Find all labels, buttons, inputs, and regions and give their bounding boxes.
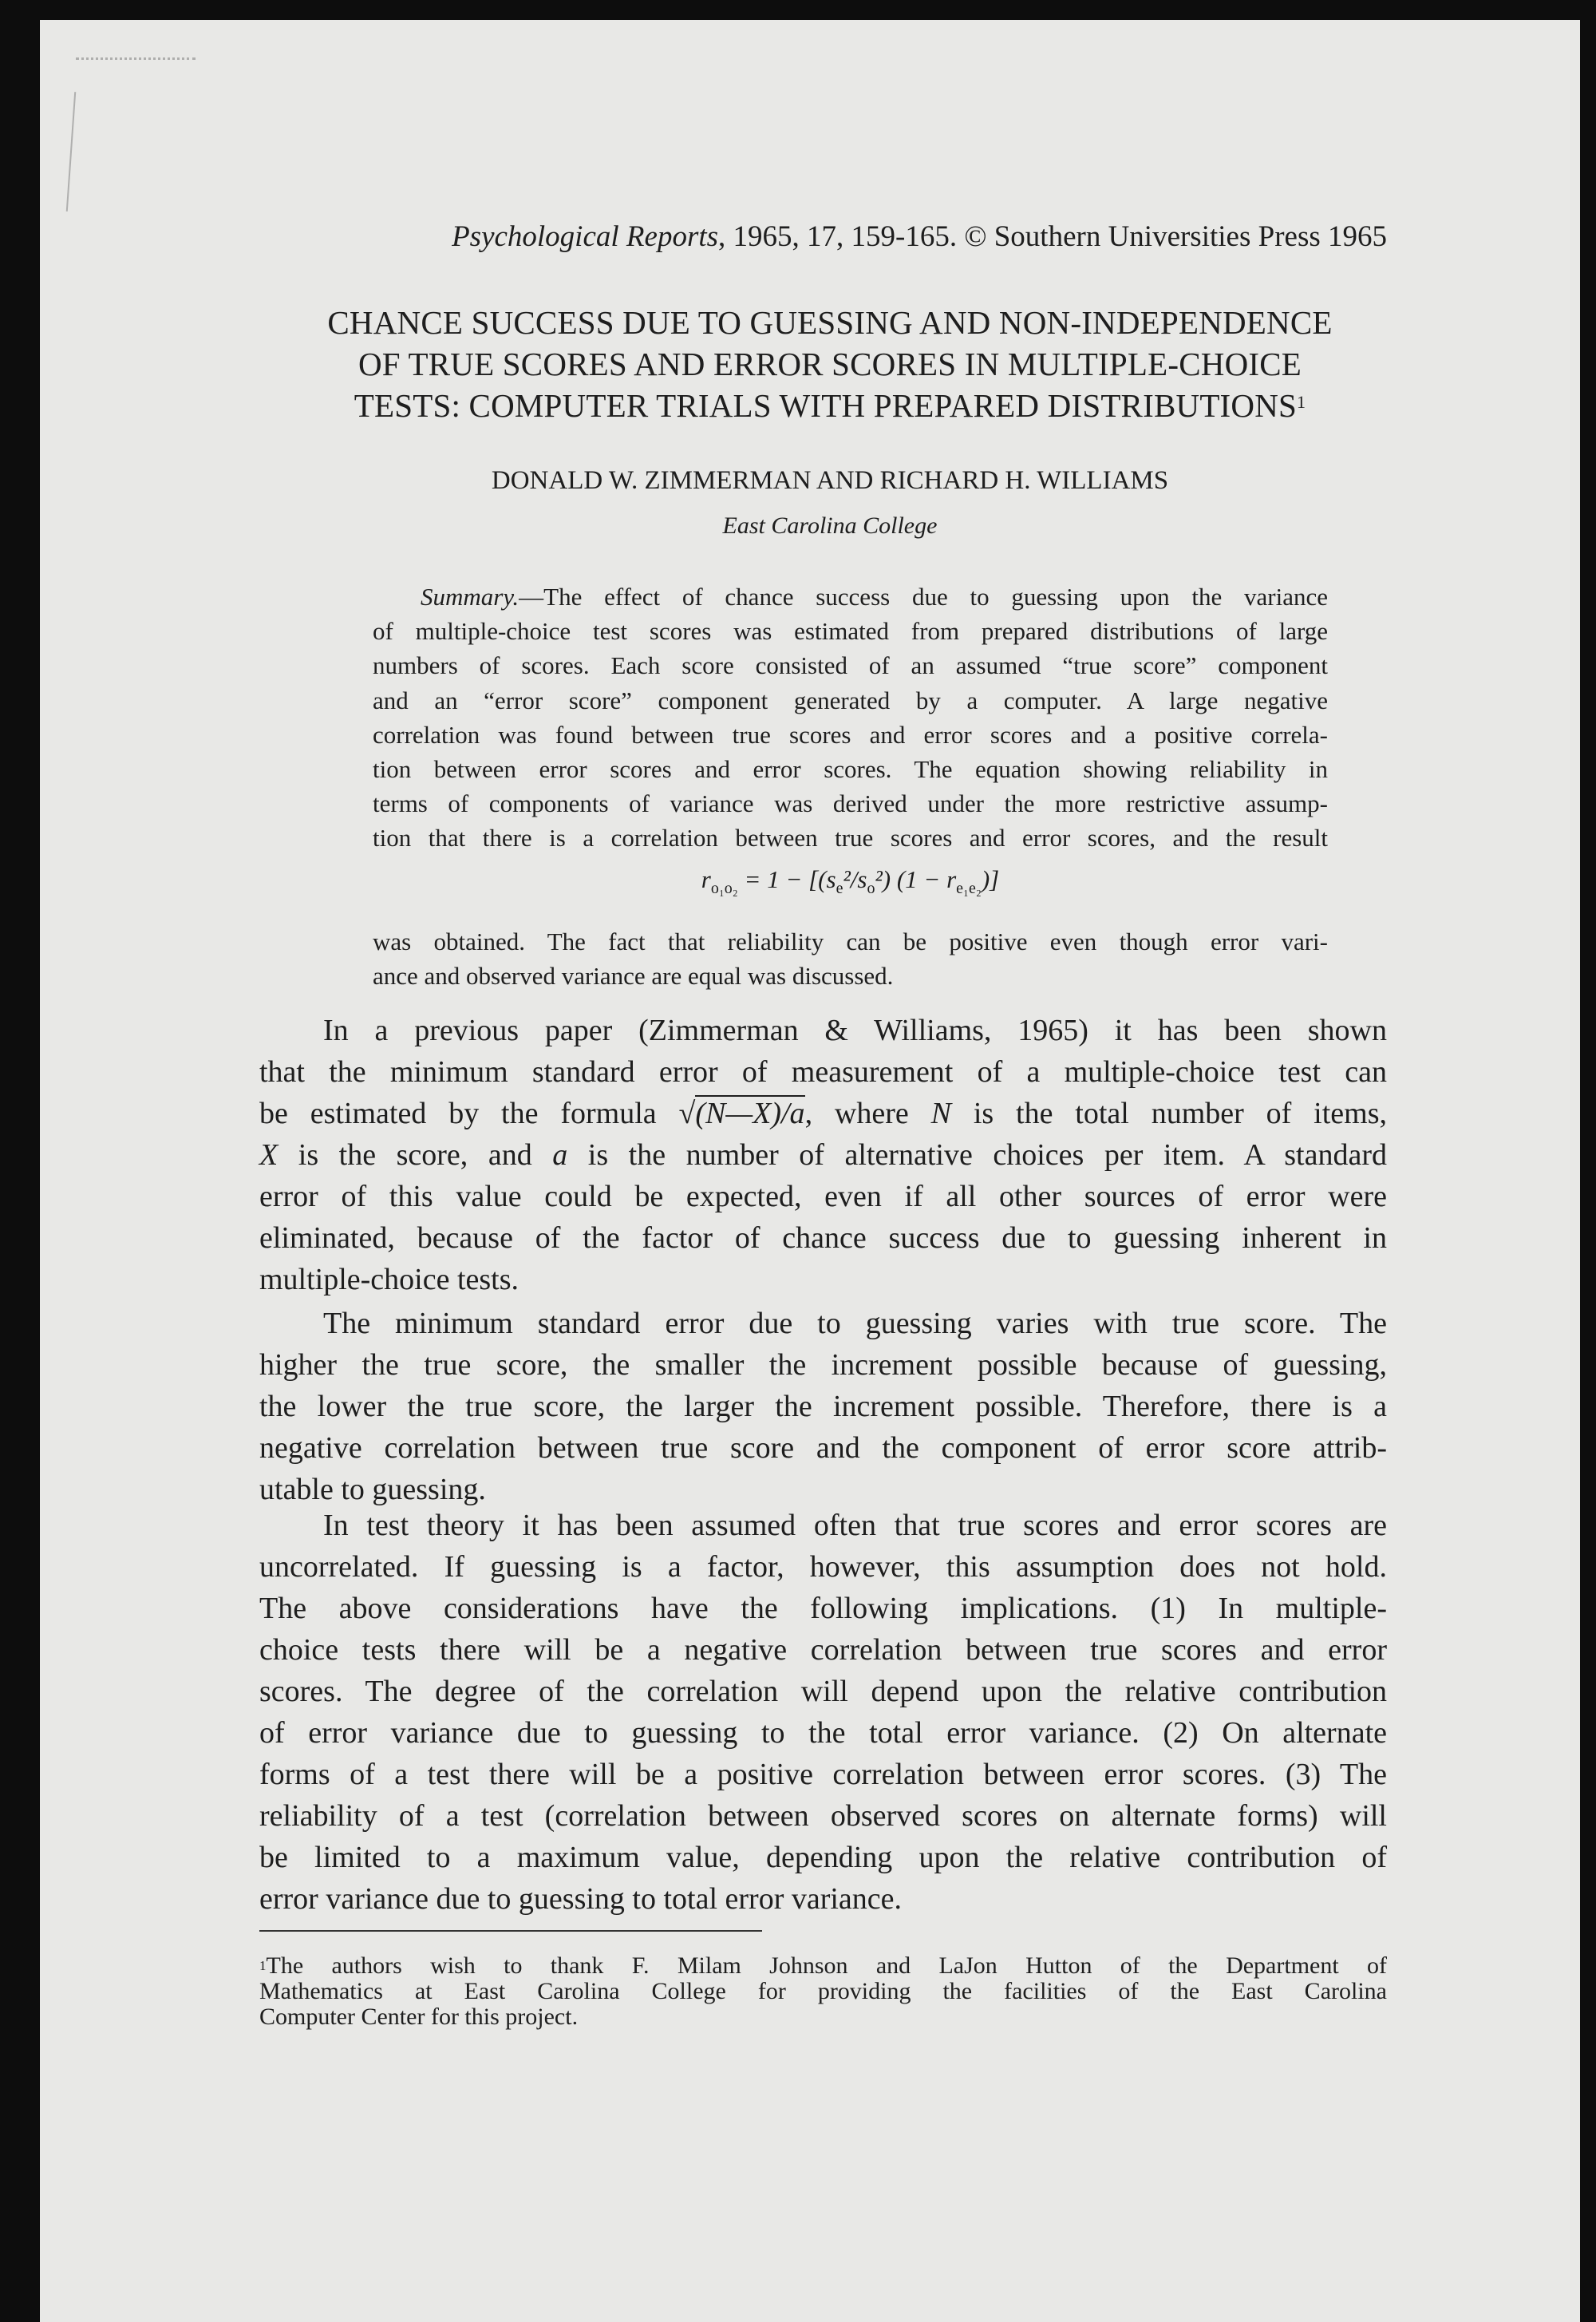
body-line: eliminated, because of the factor of chance success due to guessing inherent in: [259, 1221, 1387, 1255]
footnote: [259, 1953, 1387, 2030]
paragraph-3: [259, 1505, 1387, 1920]
summary-line: tion that there is a correlation between true scores and error scores, and the result: [373, 824, 1328, 852]
eq-part: = 1 − [(s: [737, 864, 836, 893]
body-line: that the minimum standard error of measurement of a multiple-choice test can: [259, 1055, 1387, 1089]
summary-line: tion between error scores and error scores. The equation showing reliability in: [373, 754, 1328, 783]
reliability-equation: [373, 856, 1328, 924]
title-line: CHANCE SUCCESS DUE TO GUESSING AND NON-INDEPENDENCE: [327, 304, 1333, 341]
body-line: multiple-choice tests.: [259, 1263, 519, 1296]
text: , where: [804, 1097, 931, 1130]
body-line: In test theory it has been assumed often that true scores and error scores are: [323, 1509, 1387, 1542]
body-line: negative correlation between true score and the component of error score attrib-: [259, 1431, 1387, 1465]
article-title: [255, 302, 1404, 426]
body-line: [259, 1134, 1387, 1176]
text: is the score, and: [278, 1138, 553, 1172]
body-line: The minimum standard error due to guessing varies with true score. The: [323, 1307, 1387, 1340]
footnote-line: [259, 1953, 1387, 1979]
body-line: of error variance due to guessing to the total error variance. (2) On alternate: [259, 1716, 1387, 1750]
summary-line: of multiple-choice test scores was estimated from prepared distributions of large: [373, 617, 1328, 646]
citation-details: , 1965, 17, 159-165. © Southern Universities Press 1965: [718, 220, 1387, 253]
variable: N: [930, 1097, 951, 1130]
summary-line: numbers of scores. Each score consisted of an assumed “true score” component: [373, 651, 1328, 680]
summary-line: correlation was found between true scores and error scores and a positive correla-: [373, 720, 1328, 749]
title-line: OF TRUE SCORES AND ERROR SCORES IN MULTIPLE-CHOICE: [358, 346, 1302, 382]
footnote-line: Mathematics at East Carolina College for providing the facilities of the East Carolina: [259, 1978, 1387, 2004]
body-line: forms of a test there will be a positive correlation between error scores. (3) The: [259, 1758, 1387, 1791]
eq-part: ²/s: [843, 864, 867, 893]
eq-part: )]: [981, 864, 1000, 893]
body-line: In a previous paper (Zimmerman & Williams, 1965) it has been shown: [323, 1014, 1387, 1047]
eq-part: ²) (1 − r: [875, 864, 957, 893]
body-line: reliability of a test (correlation between observed scores on alternate forms) will: [259, 1799, 1387, 1833]
body-line: choice tests there will be a negative correlation between true scores and error: [259, 1633, 1387, 1667]
summary-line: ance and observed variance are equal was discussed.: [373, 961, 894, 990]
title-line: [255, 385, 1404, 426]
footnote-marker: 1: [1297, 392, 1306, 412]
eq-part: r: [701, 864, 711, 893]
paragraph-2: [259, 1303, 1387, 1510]
footnote-line: Computer Center for this project.: [259, 2004, 579, 2030]
summary-label: Summary.: [421, 583, 519, 611]
journal-name: Psychological Reports: [452, 220, 719, 253]
eq-sub: e: [836, 879, 843, 897]
body-line: the lower the true score, the larger the increment possible. Therefore, there is a: [259, 1390, 1387, 1423]
summary-line: terms of components of variance was derived under the more restrictive assump-: [373, 789, 1328, 818]
affiliation: East Carolina College: [722, 512, 938, 539]
text: be estimated by the formula √: [259, 1097, 696, 1130]
eq-sub: e₁e₂: [956, 879, 982, 897]
eq-sub: o₁o₂: [710, 879, 738, 897]
body-line: be limited to a maximum value, depending upon the relative contribution of: [259, 1841, 1387, 1874]
text: is the number of alternative choices per item. A standard: [567, 1138, 1388, 1172]
body-line: scores. The degree of the correlation will depend upon the relative contribution: [259, 1675, 1387, 1708]
body-line: error of this value could be expected, even if all other sources of error were: [259, 1180, 1387, 1213]
body-line: error variance due to guessing to total error variance.: [259, 1882, 903, 1916]
eq-sub: o: [867, 879, 875, 897]
body-line: utable to guessing.: [259, 1473, 486, 1506]
journal-citation: [263, 220, 1387, 254]
summary-line: was obtained. The fact that reliability can be positive even though error vari-: [373, 927, 1328, 955]
variable: X: [259, 1138, 279, 1172]
paragraph-1: [259, 1010, 1387, 1300]
authors: DONALD W. ZIMMERMAN AND RICHARD H. WILLIAMS: [491, 466, 1169, 495]
body-line: uncorrelated. If guessing is a factor, however, this assumption does not hold.: [259, 1550, 1387, 1584]
pencil-mark: [76, 48, 196, 60]
body-line: higher the true score, the smaller the increment possible because of guessing,: [259, 1348, 1387, 1382]
footnote-marker: 1: [259, 1958, 267, 1973]
text: is the total number of items,: [950, 1097, 1387, 1130]
summary-line: [373, 580, 1328, 614]
summary: [373, 580, 1328, 993]
footnote-divider: [259, 1930, 762, 1932]
body-line: The above considerations have the following implications. (1) In multiple-: [259, 1592, 1387, 1625]
variable: a: [552, 1138, 568, 1172]
summary-text: —The effect of chance success due to guessing upon the variance: [519, 583, 1328, 611]
title-line-text: TESTS: COMPUTER TRIALS WITH PREPARED DISTRIBUTIONS: [354, 387, 1298, 424]
body-line: [259, 1093, 1387, 1134]
footnote-text: The authors wish to thank F. Milam Johnson and LaJon Hutton of the Department of: [266, 1952, 1387, 1979]
summary-line: and an “error score” component generated by a computer. A large negative: [373, 686, 1328, 714]
formula: (N—X)/a: [695, 1097, 805, 1130]
